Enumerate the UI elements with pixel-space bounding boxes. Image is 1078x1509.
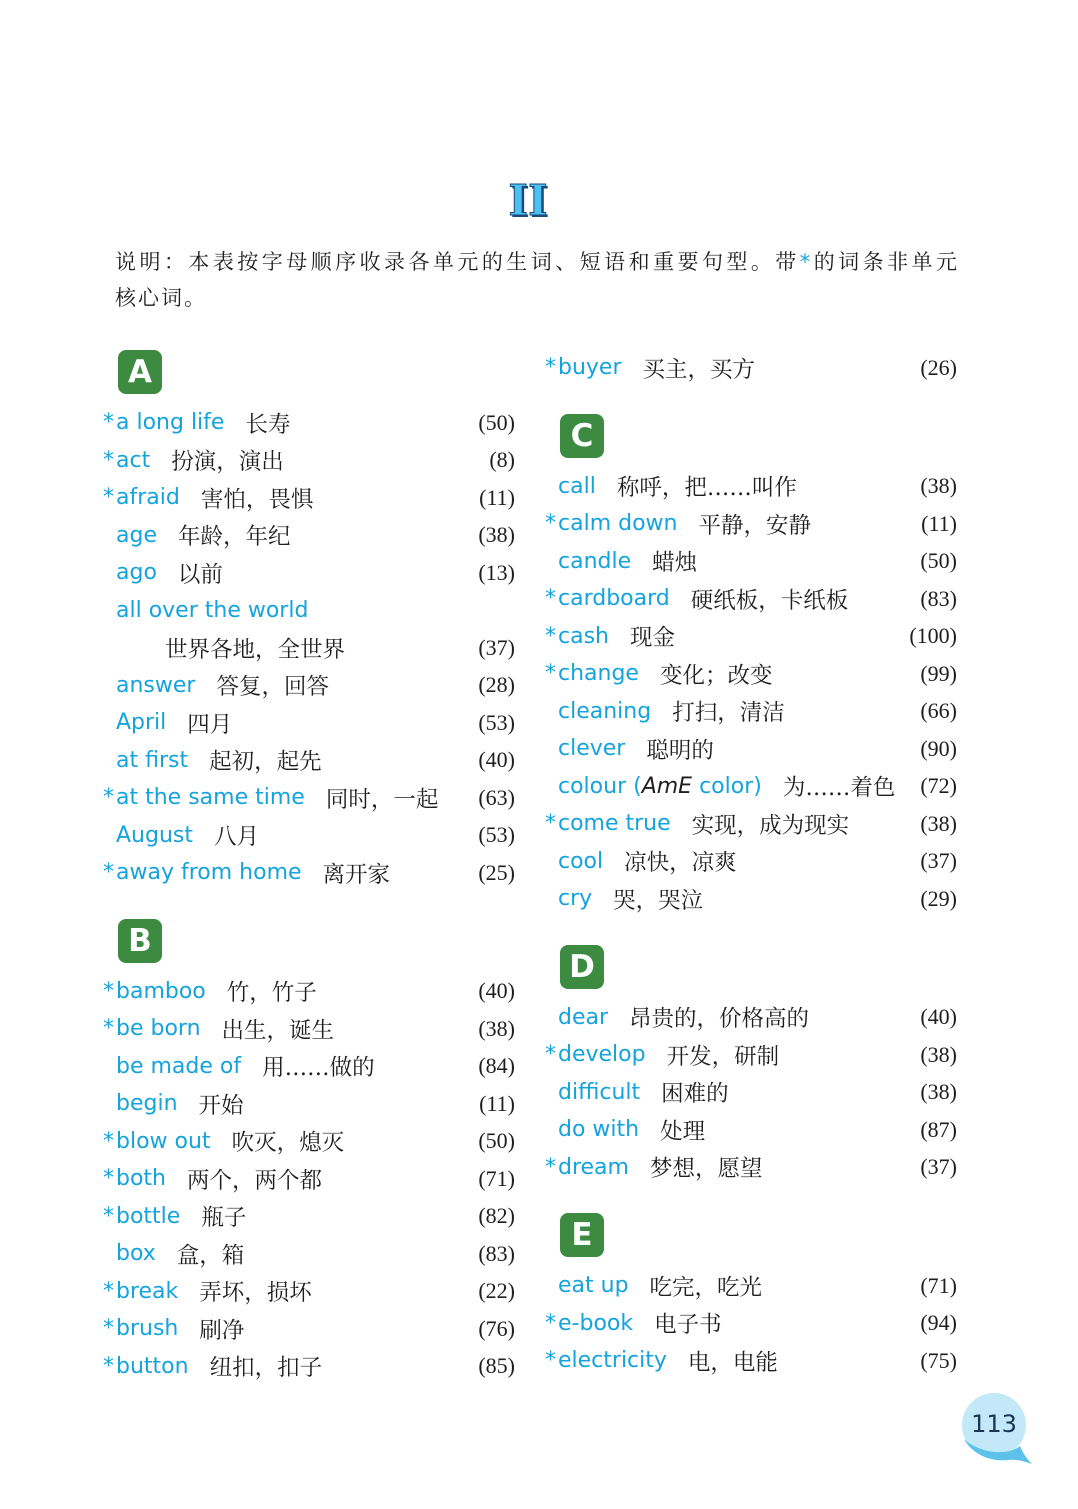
entry-word: clever: [558, 736, 626, 762]
entry-word: afraid: [116, 485, 180, 511]
entry-page-ref: (50): [478, 1128, 515, 1154]
entry-meaning: 长寿: [245, 411, 291, 438]
entry-meaning: 世界各地，全世界: [165, 636, 346, 663]
entry-meaning: 处理: [660, 1118, 706, 1145]
entry-page-ref: (84): [478, 1053, 515, 1079]
entry-word: April: [116, 710, 167, 736]
vocab-entry: [545, 1149, 957, 1187]
entry-meaning: 以前: [177, 561, 223, 588]
entry-word: at first: [116, 747, 189, 773]
entry-page-ref: (37): [478, 634, 515, 660]
vocab-entry: [545, 580, 957, 618]
entry-page-ref: (72): [920, 773, 957, 799]
entry-meaning: 刷净: [199, 1317, 245, 1344]
vocab-entry: [103, 1273, 515, 1311]
entry-page-ref: (83): [920, 585, 957, 611]
entry-meaning: 弄坏，损坏: [199, 1280, 312, 1307]
vocab-entry: [545, 468, 957, 506]
entry-word: a long life: [116, 410, 225, 436]
letter-heading-b: B: [118, 919, 162, 963]
entry-page-ref: (37): [920, 848, 957, 874]
entry-word: blow out: [116, 1128, 211, 1154]
letter-heading-e: E: [560, 1213, 604, 1257]
vocab-entry: [103, 973, 515, 1011]
intro-text: 的词条非单元: [810, 250, 958, 274]
entry-word: all over the world: [116, 597, 309, 623]
entry-meaning: 起初，起先: [209, 749, 322, 776]
entry-word: cardboard: [558, 586, 670, 612]
entry-word: age: [116, 522, 157, 548]
non-core-star-mark: *: [103, 1016, 114, 1042]
vocab-entry: [103, 1310, 515, 1348]
entry-meaning: 蜡烛: [652, 550, 698, 577]
vocab-entry: [103, 854, 515, 892]
vocab-entry: [103, 704, 515, 742]
entry-meaning: 纽扣，扣子: [209, 1355, 323, 1382]
non-core-star-mark: *: [103, 978, 114, 1004]
entry-word: bamboo: [116, 978, 206, 1004]
entry-meaning: 打扫，清洁: [672, 700, 785, 727]
non-core-star-mark: *: [103, 1166, 114, 1192]
non-core-star-mark: *: [545, 1154, 556, 1180]
entry-word: electricity: [558, 1348, 667, 1374]
entry-page-ref: (40): [478, 978, 515, 1004]
entry-word: button: [116, 1353, 189, 1379]
entry-page-ref: (26): [920, 354, 957, 380]
letter-section-b: [103, 919, 515, 1386]
entry-word: August: [116, 822, 193, 848]
vocab-entry: [545, 1074, 957, 1112]
vocab-entry: [545, 618, 957, 656]
entry-page-ref: (71): [478, 1165, 515, 1191]
entry-meaning: 出生，诞生: [221, 1017, 335, 1044]
entry-word: be born: [116, 1016, 201, 1042]
letter-section-continued: [545, 349, 957, 387]
entry-word: begin: [116, 1091, 178, 1117]
entry-page-ref: (50): [920, 548, 957, 574]
entry-page-ref: (71): [920, 1272, 957, 1298]
non-core-star-mark: *: [545, 1348, 556, 1374]
entry-page-ref: (66): [920, 698, 957, 724]
vocab-entry: [103, 1010, 515, 1048]
vocab-entry: [103, 442, 515, 480]
entry-page-ref: (99): [920, 660, 957, 686]
entry-word: box: [116, 1241, 156, 1267]
entry-page-ref: (38): [478, 522, 515, 548]
entry-word: do with: [558, 1117, 640, 1143]
vocab-entry: [545, 880, 957, 918]
letter-section-d: [545, 945, 957, 1187]
entry-word: cleaning: [558, 698, 652, 724]
entry-meaning: 扮演，演出: [171, 449, 284, 476]
entry-meaning: 困难的: [661, 1081, 729, 1108]
entry-page-ref: (75): [920, 1347, 957, 1373]
entry-meaning: 竹，竹子: [226, 980, 317, 1007]
letter-section-c: [545, 414, 957, 918]
vocab-entry: [545, 349, 957, 387]
entry-meaning: 八月: [214, 824, 260, 851]
entry-page-ref: (38): [920, 1041, 957, 1067]
vocab-entry: [545, 1267, 957, 1305]
entry-word: cry: [558, 886, 593, 912]
entry-page-ref: (11): [921, 510, 957, 536]
entry-page-ref: (100): [909, 623, 957, 649]
non-core-star-mark: *: [545, 811, 556, 837]
intro-line: [115, 244, 957, 280]
vocab-entry: [545, 1036, 957, 1074]
index-column-right: [545, 349, 957, 1380]
intro-text: 说明：本表按字母顺序收录各单元的生词、短语和重要句型。带: [115, 250, 800, 274]
entry-meaning: 硬纸板，卡纸板: [690, 587, 849, 614]
entry-word: change: [558, 661, 639, 687]
entry-meaning: 吹灭，熄灭: [231, 1130, 345, 1157]
entry-meaning: 两个，两个都: [187, 1167, 323, 1194]
entry-page-ref: (22): [478, 1278, 515, 1304]
vocab-entry: [103, 592, 515, 630]
entry-word: act: [116, 447, 151, 473]
vocab-entry: [545, 655, 957, 693]
entry-page-ref: (50): [478, 409, 515, 435]
entry-page-ref: (94): [920, 1310, 957, 1336]
entry-page-ref: (13): [478, 559, 515, 585]
non-core-star-mark: *: [545, 586, 556, 612]
entry-word: dear: [558, 1004, 609, 1030]
vocab-entry: [545, 543, 957, 581]
entry-meaning: 凉快，凉爽: [624, 850, 737, 877]
entry-page-ref: (40): [478, 747, 515, 773]
letter-heading-c: C: [560, 414, 604, 458]
entry-meaning: 吃完，吃光: [649, 1274, 763, 1301]
entry-page-ref: (76): [478, 1315, 515, 1341]
entry-meaning: 开始: [198, 1092, 244, 1119]
non-core-star-mark: *: [545, 623, 556, 649]
variant-label: AmE: [641, 773, 693, 799]
intro-line: 核心词。: [115, 286, 207, 310]
intro-star-mark: *: [799, 250, 811, 274]
entry-page-ref: (11): [479, 1090, 515, 1116]
entry-meaning: 称呼，把……叫作: [616, 475, 797, 502]
entry-page-ref: (25): [478, 859, 515, 885]
vocab-entry: [545, 1305, 957, 1343]
entry-page-ref: (29): [920, 885, 957, 911]
entry-meaning: 开发，研制: [666, 1043, 780, 1070]
entry-meaning: 买主，买方: [642, 356, 756, 383]
entry-page-ref: (83): [478, 1240, 515, 1266]
non-core-star-mark: *: [545, 1310, 556, 1336]
non-core-star-mark: *: [545, 661, 556, 687]
entry-word: buyer: [558, 355, 622, 381]
entry-word: cool: [558, 848, 604, 874]
letter-section-a: [103, 350, 515, 892]
vocab-entry: [545, 730, 957, 768]
entry-meaning: 害怕，畏惧: [200, 486, 314, 513]
vocab-entry: [103, 742, 515, 780]
entry-page-ref: (87): [920, 1116, 957, 1142]
entry-meaning: 梦想，愿望: [649, 1156, 763, 1183]
non-core-star-mark: *: [103, 1353, 114, 1379]
non-core-star-mark: *: [103, 410, 114, 436]
entry-meaning: 电子书: [654, 1312, 722, 1339]
entry-word: candle: [558, 548, 632, 574]
entry-word: brush: [116, 1316, 179, 1342]
entry-word: at the same time: [116, 785, 305, 811]
entry-meaning: 实现，成为现实: [691, 812, 850, 839]
entry-meaning: 为……着色: [782, 775, 896, 802]
entry-page-ref: (40): [920, 1004, 957, 1030]
entry-word: both: [116, 1166, 166, 1192]
vocab-entry-continuation: [103, 629, 515, 667]
entry-meaning: 年龄，年纪: [177, 524, 291, 551]
entry-word: break: [116, 1278, 179, 1304]
entry-meaning: 哭，哭泣: [613, 887, 704, 914]
vocab-entry: [103, 1123, 515, 1161]
vocab-entry: [545, 505, 957, 543]
vocab-entry: [103, 1235, 515, 1273]
entry-page-ref: (38): [920, 810, 957, 836]
entry-page-ref: (38): [920, 473, 957, 499]
entry-word: difficult: [558, 1079, 641, 1105]
entry-page-ref: (38): [478, 1015, 515, 1041]
vocab-entry: [545, 1111, 957, 1149]
entry-word: call: [558, 473, 596, 499]
entry-page-ref: (38): [920, 1079, 957, 1105]
entry-page-ref: (8): [489, 447, 515, 473]
entry-meaning: 同时，一起: [325, 786, 439, 813]
entry-word: come true: [558, 811, 671, 837]
vocab-entry: [545, 693, 957, 731]
entry-page-ref: (85): [478, 1353, 515, 1379]
letter-heading-d: D: [560, 945, 604, 989]
entry-word: e-book: [558, 1310, 634, 1336]
vocab-entry: [103, 479, 515, 517]
entry-meaning: 昂贵的，价格高的: [629, 1006, 810, 1033]
entry-meaning: 瓶子: [201, 1205, 247, 1232]
entry-page-ref: (53): [478, 822, 515, 848]
entry-word: answer: [116, 672, 196, 698]
entry-word: bottle: [116, 1203, 181, 1229]
entry-meaning: 盒，箱: [176, 1242, 245, 1269]
vocab-entry: [545, 843, 957, 881]
entry-page-ref: (90): [920, 735, 957, 761]
non-core-star-mark: *: [103, 860, 114, 886]
non-core-star-mark: *: [103, 1203, 114, 1229]
vocab-entry: [103, 1198, 515, 1236]
vocab-entry: [103, 667, 515, 705]
entry-word: calm down: [558, 511, 678, 537]
non-core-star-mark: *: [545, 511, 556, 537]
entry-meaning: 平静，安静: [698, 512, 811, 539]
entry-word: eat up: [558, 1273, 629, 1299]
entry-meaning: 用……做的: [262, 1055, 375, 1082]
entry-meaning: 现金: [629, 625, 675, 652]
letter-section-e: [545, 1213, 957, 1380]
vocab-entry: [103, 817, 515, 855]
entry-word: develop: [558, 1042, 646, 1068]
non-core-star-mark: *: [103, 1278, 114, 1304]
entry-meaning: 聪明的: [646, 737, 714, 764]
entry-page-ref: (53): [478, 709, 515, 735]
vocab-entry: [103, 1348, 515, 1386]
word-part: color): [692, 773, 762, 799]
letter-heading-a: A: [118, 350, 162, 394]
non-core-star-mark: *: [103, 1128, 114, 1154]
vocab-entry: [545, 768, 957, 806]
entry-word: cash: [558, 623, 609, 649]
entry-meaning: 四月: [187, 711, 233, 738]
vocab-entry: [545, 1342, 957, 1380]
non-core-star-mark: *: [103, 1316, 114, 1342]
non-core-star-mark: *: [103, 785, 114, 811]
entry-meaning: 变化；改变: [659, 662, 773, 689]
non-core-star-mark: *: [103, 485, 114, 511]
entry-meaning: 答复，回答: [216, 674, 329, 701]
vocab-entry: [103, 404, 515, 442]
non-core-star-mark: *: [103, 447, 114, 473]
entry-page-ref: (82): [478, 1203, 515, 1229]
entry-meaning: 电，电能: [687, 1349, 778, 1376]
vocab-entry: [103, 554, 515, 592]
non-core-star-mark: *: [545, 355, 556, 381]
entry-meaning: 离开家: [322, 861, 391, 888]
vocab-entry: [103, 517, 515, 555]
vocab-entry: [103, 1085, 515, 1123]
section-title: II: [508, 176, 548, 225]
non-core-star-mark: *: [545, 1042, 556, 1068]
entry-word: away from home: [116, 860, 302, 886]
entry-word: [558, 774, 762, 799]
entry-page-ref: (37): [920, 1154, 957, 1180]
word-part: colour (: [558, 773, 642, 799]
entry-word: ago: [116, 560, 157, 586]
vocab-entry: [545, 999, 957, 1037]
entry-page-ref: (11): [479, 484, 515, 510]
vocab-entry: [103, 1048, 515, 1086]
vocab-entry: [103, 779, 515, 817]
entry-word: be made of: [116, 1053, 242, 1079]
vocab-entry: [103, 1160, 515, 1198]
intro-note: [115, 244, 957, 316]
entry-page-ref: (28): [478, 672, 515, 698]
entry-word: dream: [558, 1154, 629, 1180]
entry-page-ref: (63): [478, 784, 515, 810]
page-number: 113: [971, 1410, 1017, 1438]
index-column-left: [103, 350, 515, 1385]
vocab-entry: [545, 805, 957, 843]
